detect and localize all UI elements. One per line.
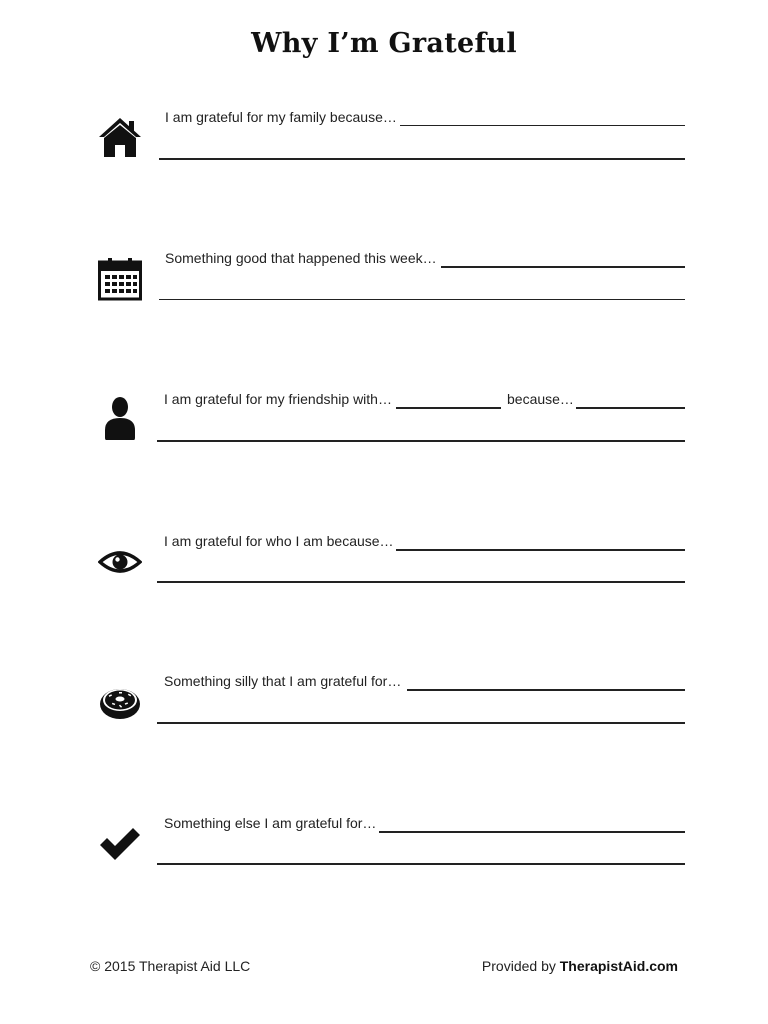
prompt-row-else <box>0 814 768 894</box>
calendar-icon <box>98 257 142 301</box>
answer-line[interactable] <box>407 689 685 691</box>
answer-line[interactable] <box>159 158 685 160</box>
site-link[interactable]: TherapistAid.com <box>559 958 678 974</box>
prompt-text: Something good that happened this week… <box>165 250 437 266</box>
answer-line[interactable] <box>379 831 685 833</box>
prompt-text: Something else I am grateful for… <box>164 815 377 831</box>
answer-line[interactable] <box>576 407 685 409</box>
prompt-text: Something silly that I am grateful for… <box>164 673 402 689</box>
house-icon <box>98 116 142 160</box>
page-title: Why I’m Grateful <box>251 28 517 59</box>
prompt-row-silly <box>0 672 768 752</box>
answer-line[interactable] <box>400 125 685 126</box>
prompt-row-friendship <box>0 390 768 470</box>
prompt-row-who-i-am <box>0 532 768 612</box>
prompt-text: I am grateful for my family because… <box>165 109 397 125</box>
answer-line[interactable] <box>396 549 685 551</box>
prompt-text-because: because… <box>507 391 574 407</box>
answer-line[interactable] <box>159 299 685 300</box>
prompt-text: I am grateful for who I am because… <box>164 533 394 549</box>
answer-line-friend-name[interactable] <box>396 407 501 409</box>
prompt-row-family <box>0 108 768 188</box>
provided-by-label: Provided by <box>481 958 556 974</box>
prompt-row-good-week <box>0 249 768 329</box>
person-icon <box>98 396 142 440</box>
answer-line[interactable] <box>157 440 685 442</box>
answer-line[interactable] <box>157 581 685 583</box>
answer-line[interactable] <box>157 863 685 865</box>
donut-icon <box>98 680 142 724</box>
provided-by <box>482 958 678 974</box>
eye-icon <box>98 540 142 584</box>
checkmark-icon <box>98 822 142 866</box>
answer-line[interactable] <box>157 722 685 724</box>
copyright-text: © 2015 Therapist Aid LLC <box>90 958 251 974</box>
prompt-text: I am grateful for my friendship with… <box>164 391 392 407</box>
answer-line[interactable] <box>441 266 685 268</box>
